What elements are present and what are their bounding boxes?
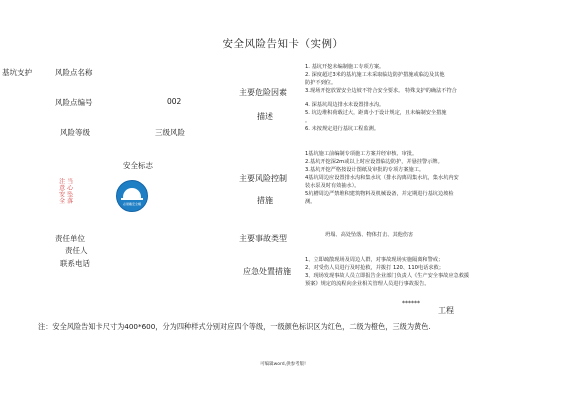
list-item: 2、对受伤人员进行及时抢救，并拨打 120、110电话求救； — [305, 265, 444, 272]
risk-point-number-value: 002 — [167, 97, 182, 106]
card-title: 安全风险告知卡（实例） — [222, 38, 344, 50]
footer-text: 可编辑word,供参考版! — [260, 362, 306, 367]
responsible-person-label: 责任人 — [65, 246, 88, 255]
list-item: 3.现场开挖放置安全边坡不符合安全要求。 特殊支护的确法不符合 — [305, 88, 457, 95]
list-item: 2. 深度超过3米的基坑施工未采取临边防护措施或临边及其他 — [305, 72, 445, 79]
list-item: 4基坑周边应设置排水沟和集水坑（排水沟离周集水坑，集水坑内安 — [305, 175, 459, 182]
safety-sign-label: 安全标志 — [123, 161, 153, 170]
list-item: 。 — [305, 118, 311, 125]
list-item: 1、立即疏散现场及周边人群，对事故现场实施隔离和警戒； — [305, 257, 444, 263]
responsible-unit-label: 责任单位 — [55, 234, 85, 243]
list-item: 4. 深基坑周边排水未设置排水沟。 — [305, 102, 385, 109]
list-item: 5. 坑边堆积荷载过大，距离小于设计规定，且未编制安全措施 — [305, 110, 447, 117]
list-item: 3.基坑开挖严格按设计图纸及审批的专项方案施工。 — [305, 167, 425, 174]
list-item: 防护不到位。 — [305, 80, 337, 87]
risk-point-number-label: 风险点编号 — [55, 98, 93, 107]
contact-phone-label: 联系电话 — [60, 259, 90, 268]
hazard-factors-label-2: 描述 — [257, 112, 273, 121]
risk-point-top-label: 基坑支护 — [2, 68, 32, 77]
accident-type-label: 主要事故类型 — [239, 234, 287, 243]
red-warning-text-2: 当心坠落 — [65, 178, 73, 204]
list-item: 5坑槽周边严禁堆积建筑物料及机械设备，并定期进行基坑边坡检 — [305, 191, 454, 198]
risk-level-label: 风险等级 — [60, 128, 90, 137]
accident-types-value: 坍塌、高处坠落、物体打击、其他伤害 — [325, 232, 414, 238]
list-item: 1. 基坑开挖未编制施工专项方案。 — [305, 64, 385, 70]
hard-hat-mandatory-icon — [116, 180, 148, 212]
emergency-measures-list — [305, 256, 520, 288]
list-item: 测。 — [305, 199, 316, 206]
hazard-factors-label: 主要危险因素 — [239, 88, 287, 97]
project-label: 工程 — [438, 306, 454, 315]
list-item: 预案》规定的流程向企业相关管理人员进行事故报告。 — [305, 281, 430, 288]
risk-controls-list — [305, 150, 520, 206]
sign-caption: 必须戴安全帽 — [122, 202, 141, 206]
hazard-factors-list — [305, 63, 520, 134]
risk-level-value: 三级风险 — [155, 128, 185, 137]
risk-control-label-2: 措施 — [257, 196, 273, 205]
red-warning-text-1: 注意安全 — [57, 178, 65, 204]
risk-point-name-label: 风险点名称 — [55, 68, 93, 77]
risk-control-label: 主要风险控制 — [239, 174, 287, 183]
list-item: 装水泵及时有效抽水）。 — [305, 183, 360, 190]
stars-placeholder: ****** — [402, 300, 420, 307]
list-item: 1基坑施工前编制专项施工方案并经审核、审批。 — [305, 151, 418, 157]
list-item: 6. 未按规定进行基坑工程监测。 — [305, 126, 380, 133]
size-note: 注：安全风险告知卡尺寸为400*600，分为四种样式分别对应四个等级，一级颜色标识区为红色，二级为橙色，三级为黄色. — [38, 322, 431, 331]
list-item: 3、现场发现事故人员立即报告企业部门负责人《生产安全事故应急救援 — [305, 273, 470, 280]
list-item: 2.基坑开挖深2m或以上时应设置临边防护，并悬挂警示牌。 — [305, 159, 443, 166]
emergency-measures-label: 应急处置措施 — [243, 267, 291, 276]
